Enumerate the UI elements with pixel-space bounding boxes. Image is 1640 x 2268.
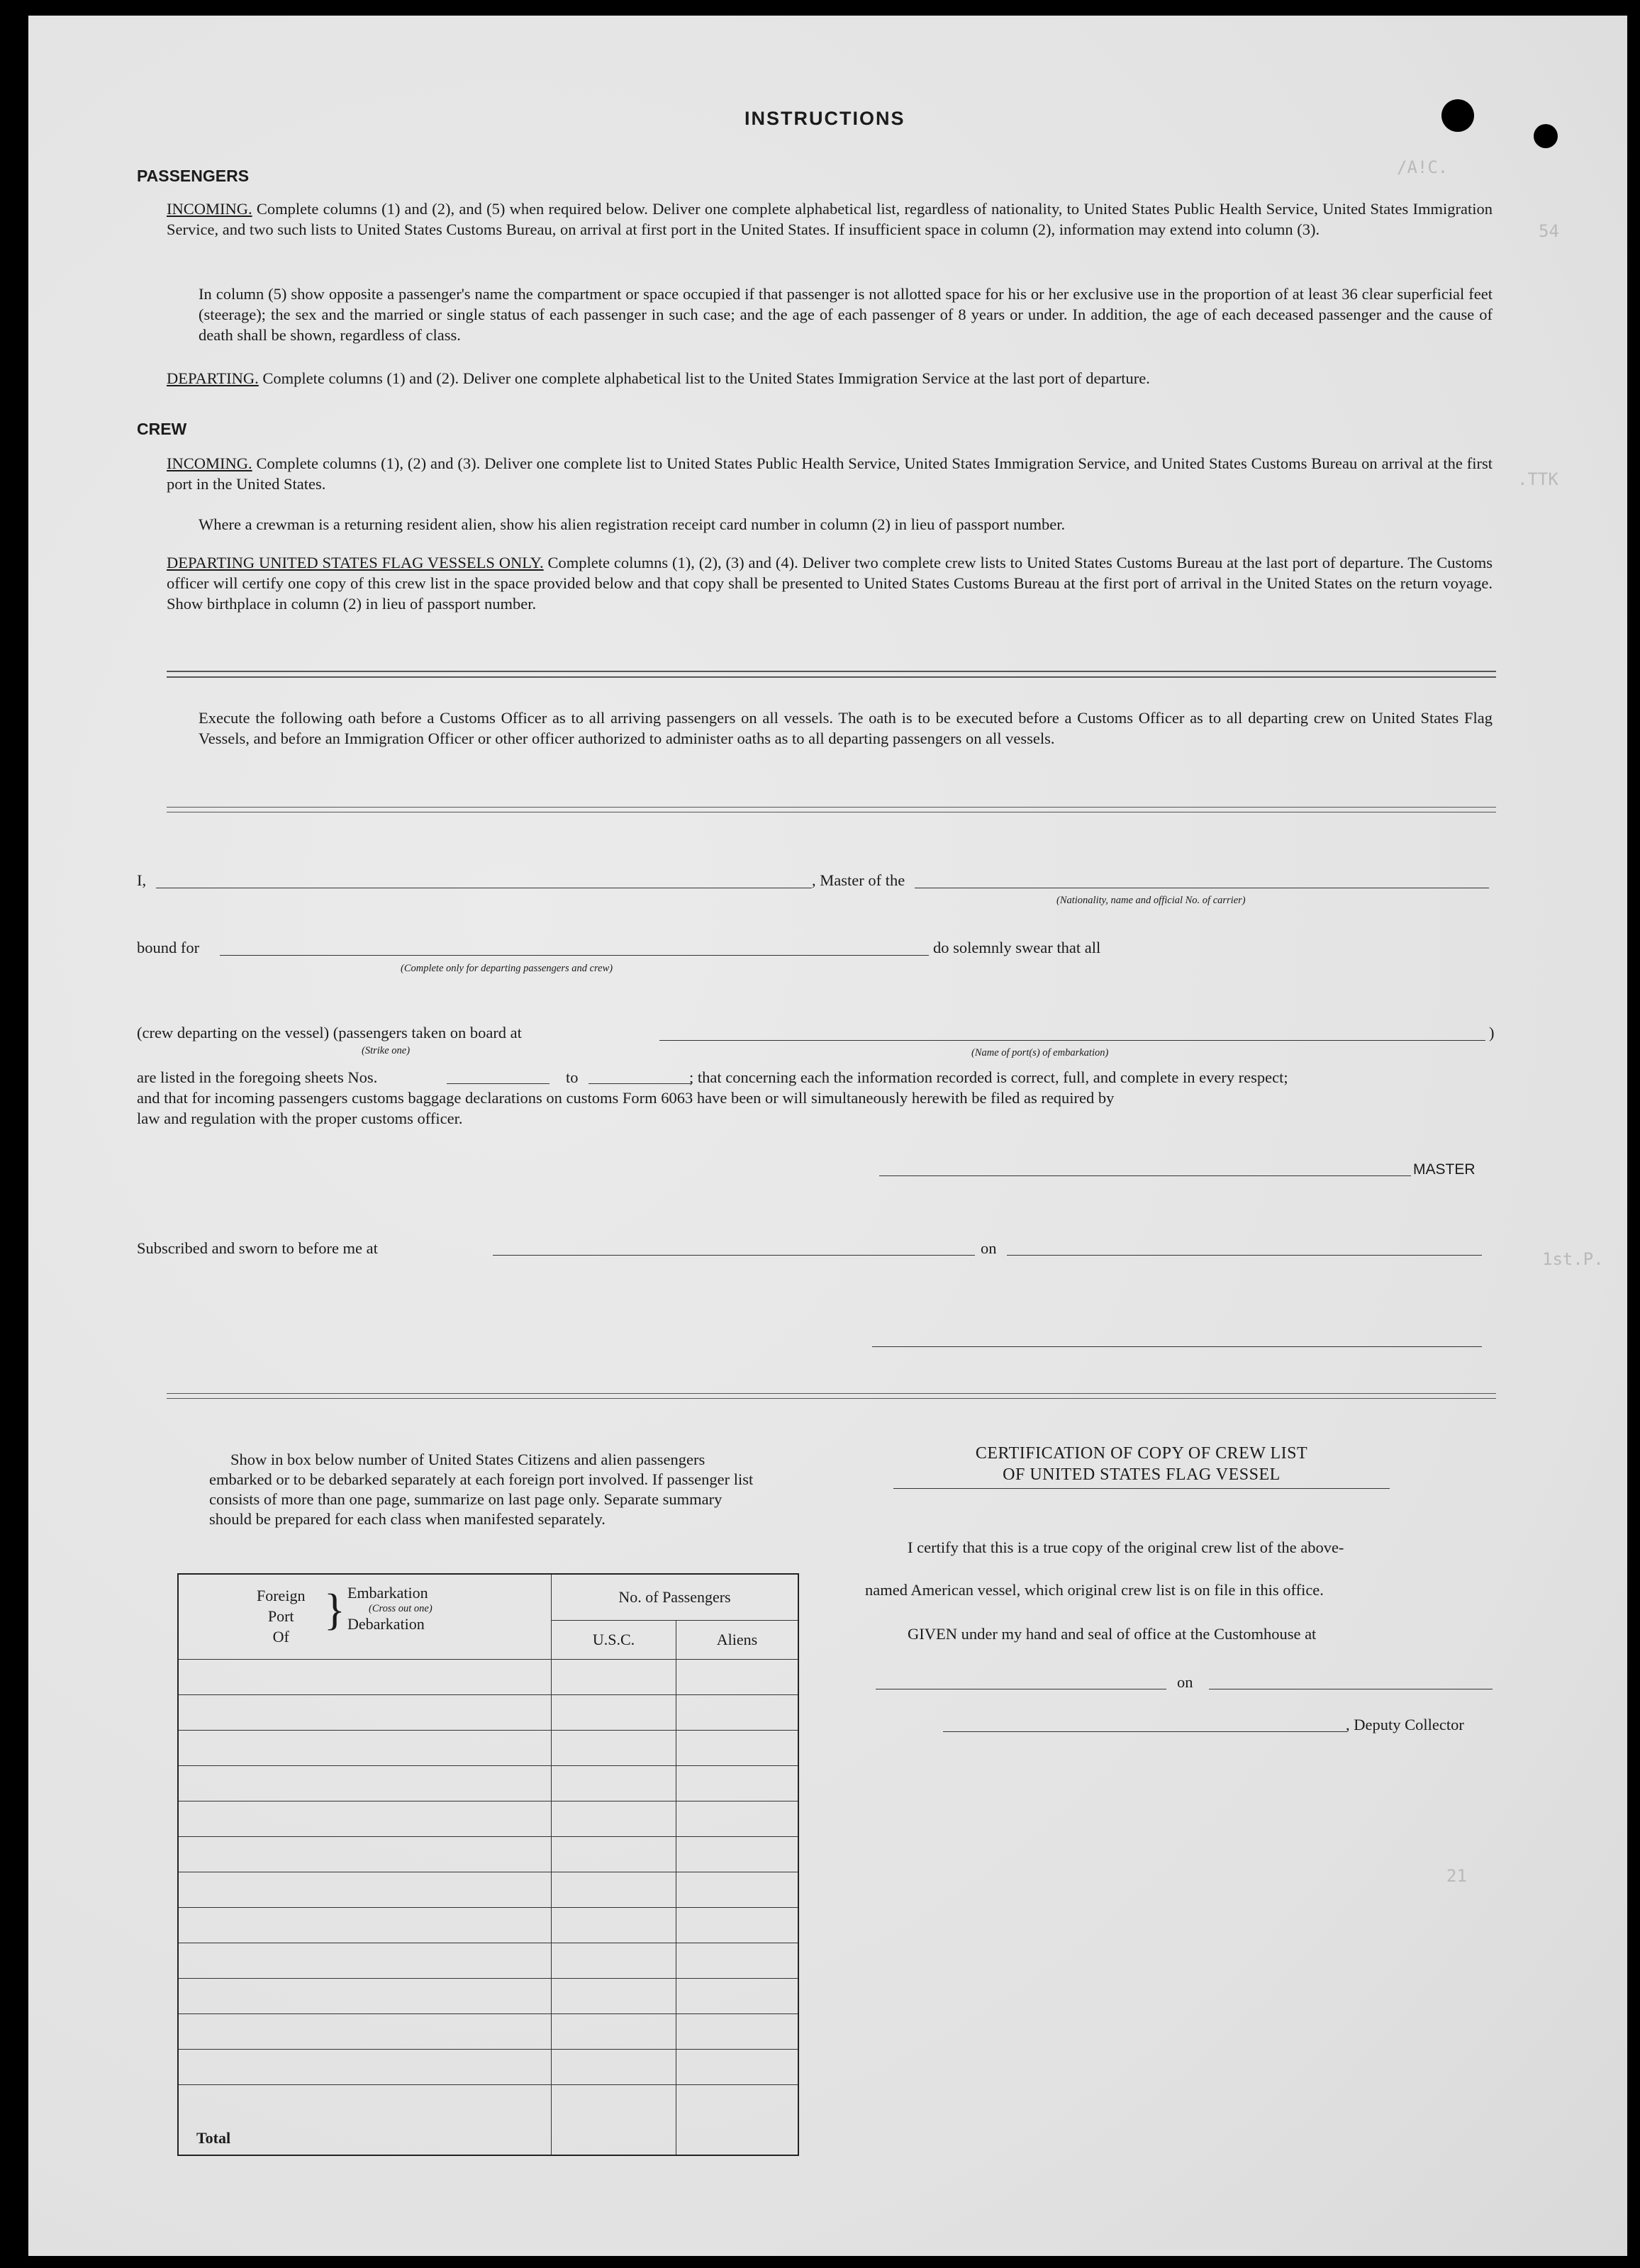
bound-for-caption: (Complete only for departing passengers and crew) bbox=[401, 963, 613, 974]
port-cell[interactable] bbox=[178, 1907, 552, 1943]
usc-cell[interactable] bbox=[552, 1730, 676, 1765]
port-cell[interactable] bbox=[178, 1872, 552, 1907]
oath-line-3: law and regulation with the proper customs officer. bbox=[137, 1110, 463, 1127]
aliens-total-cell[interactable] bbox=[676, 2084, 799, 2155]
punch-hole bbox=[1534, 124, 1558, 148]
usc-cell[interactable] bbox=[552, 1659, 676, 1694]
divider bbox=[167, 676, 1496, 678]
subscribed-label: Subscribed and sworn to before me at bbox=[137, 1239, 378, 1257]
cert-on-label: on bbox=[1177, 1673, 1193, 1691]
debarkation-label: Debarkation bbox=[347, 1615, 425, 1633]
aliens-cell[interactable] bbox=[676, 1659, 799, 1694]
divider bbox=[167, 1398, 1496, 1399]
aliens-cell[interactable] bbox=[676, 1978, 799, 2013]
crew-alien-paragraph: Where a crewman is a returning resident alien, show his alien registration receipt card number in column (2) in lieu of passport number. bbox=[199, 515, 1066, 533]
oath-line-2: and that for incoming passengers customs baggage declarations on customs Form 6063 have been or will simultaneously herewith be filed as required by bbox=[137, 1089, 1115, 1107]
certification-title-1: CERTIFICATION OF COPY OF CREW LIST bbox=[975, 1444, 1308, 1463]
master-signature-field[interactable] bbox=[879, 1175, 1411, 1176]
bleed-through-mark: 54 bbox=[1539, 221, 1559, 241]
close-paren: ) bbox=[1489, 1024, 1495, 1041]
punch-hole bbox=[1441, 99, 1474, 132]
crew-departing-label: DEPARTING UNITED STATES FLAG VESSELS ONLY. bbox=[167, 554, 544, 571]
port-cell[interactable] bbox=[178, 1659, 552, 1694]
bleed-through-mark: /A!C. bbox=[1397, 157, 1449, 177]
passenger-summary-table bbox=[177, 1573, 799, 2156]
aliens-cell[interactable] bbox=[676, 1765, 799, 1801]
crew-departing-text-line: (crew departing on the vessel) (passengers taken on board at bbox=[137, 1024, 522, 1041]
aliens-cell[interactable] bbox=[676, 1872, 799, 1907]
sheet-from-field[interactable] bbox=[447, 1083, 550, 1084]
swear-text: do solemnly swear that all bbox=[933, 939, 1101, 956]
crew-departing-paragraph bbox=[167, 552, 1493, 614]
sworn-place-field[interactable] bbox=[493, 1255, 975, 1256]
ports-caption: (Name of port(s) of embarkation) bbox=[971, 1047, 1109, 1058]
divider bbox=[167, 671, 1496, 672]
passengers-departing-text: Complete columns (1) and (2). Deliver one complete alphabetical list to the United States Immigration Service at the last port of departure. bbox=[262, 369, 1150, 387]
usc-header: U.S.C. bbox=[552, 1620, 676, 1659]
port-header-cell bbox=[178, 1574, 552, 1659]
to-label: to bbox=[566, 1068, 579, 1086]
sheet-to-field[interactable] bbox=[588, 1083, 691, 1084]
deputy-collector-label: , Deputy Collector bbox=[1346, 1716, 1464, 1733]
summary-note: Show in box below number of United States Citizens and alien passengers embarked or to be debarked separately at each foreign port involved. If passenger list consists of more than one page, summarize on last page only. Separate summary should be prepared for each class when manifested separately. bbox=[209, 1451, 754, 1528]
usc-cell[interactable] bbox=[552, 1907, 676, 1943]
usc-cell[interactable] bbox=[552, 1694, 676, 1730]
divider bbox=[167, 1393, 1496, 1394]
certification-text-2: named American vessel, which original crew list is on file in this office. bbox=[865, 1581, 1324, 1599]
usc-total-cell[interactable] bbox=[552, 2084, 676, 2155]
port-cell[interactable] bbox=[178, 1943, 552, 1978]
officer-signature-field[interactable] bbox=[872, 1346, 1482, 1347]
bound-for-label: bound for bbox=[137, 939, 200, 956]
crew-heading: CREW bbox=[137, 420, 187, 438]
port-cell[interactable] bbox=[178, 1730, 552, 1765]
usc-cell[interactable] bbox=[552, 2013, 676, 2049]
sworn-on-label: on bbox=[981, 1239, 997, 1257]
certification-text-1: I certify that this is a true copy of the original crew list of the above- bbox=[908, 1538, 1344, 1556]
bleed-through-mark: 1st.P. bbox=[1542, 1249, 1604, 1269]
given-text: GIVEN under my hand and seal of office at the Customhouse at bbox=[908, 1625, 1317, 1643]
port-cell[interactable] bbox=[178, 1978, 552, 2013]
no-passengers-header: No. of Passengers bbox=[552, 1574, 799, 1620]
port-label: Port bbox=[267, 1607, 294, 1625]
oath-intro: Execute the following oath before a Customs Officer as to all arriving passengers on all vessels. The oath is to be executed before a Customs Officer as to all departing crew on United States Flag Vessels, and before an Immigration Officer or other officer authorized to administer oaths as to all departing passengers on all vessels. bbox=[199, 709, 1493, 747]
port-cell[interactable] bbox=[178, 1836, 552, 1872]
aliens-cell[interactable] bbox=[676, 1907, 799, 1943]
port-cell[interactable] bbox=[178, 1801, 552, 1836]
certification-title-underline bbox=[893, 1488, 1390, 1489]
port-cell[interactable] bbox=[178, 1694, 552, 1730]
embarkation-ports-field[interactable] bbox=[659, 1040, 1485, 1041]
aliens-header: Aliens bbox=[676, 1620, 799, 1659]
master-label: MASTER bbox=[1413, 1161, 1476, 1178]
port-header-label bbox=[257, 1585, 305, 1647]
divider bbox=[167, 807, 1496, 808]
usc-cell[interactable] bbox=[552, 1872, 676, 1907]
aliens-cell[interactable] bbox=[676, 2013, 799, 2049]
of-label: Of bbox=[272, 1628, 289, 1646]
passengers-heading: PASSENGERS bbox=[137, 167, 250, 185]
aliens-cell[interactable] bbox=[676, 1943, 799, 1978]
certification-title-2: OF UNITED STATES FLAG VESSEL bbox=[1003, 1465, 1281, 1484]
aliens-cell[interactable] bbox=[676, 1801, 799, 1836]
usc-cell[interactable] bbox=[552, 1801, 676, 1836]
crew-incoming-label: INCOMING. bbox=[167, 454, 252, 472]
brace: } bbox=[324, 1586, 345, 1634]
usc-cell[interactable] bbox=[552, 1765, 676, 1801]
usc-cell[interactable] bbox=[552, 1836, 676, 1872]
embarkation-label: Embarkation bbox=[347, 1584, 428, 1602]
passengers-column5-paragraph: In column (5) show opposite a passenger's name the compartment or space occupied if that passenger is not allotted space for his or her exclusive use in the proportion of at least 36 clear superficial feet (steerage); the sex and the married or single status of each passenger in such case; and the age of each passenger of 8 years or under. In addition, the age of each deceased passenger and the cause of death shall be shown, regardless of class. bbox=[199, 285, 1493, 344]
crew-departing-text: Complete columns (1), (2), (3) and (4). Deliver two complete crew lists to United States Customs Bureau at the last port of departure. The Customs officer will certify one copy of this crew list in the space provided below and that copy shall be presented to United States Customs Bureau at the first port of arrival in the United States on the return voyage. Show birthplace in column (2) in lieu of passport number. bbox=[167, 554, 1493, 613]
passengers-departing-label: DEPARTING. bbox=[167, 369, 259, 387]
sworn-date-field[interactable] bbox=[1007, 1255, 1482, 1256]
document-page bbox=[28, 16, 1627, 2256]
passengers-incoming-paragraph bbox=[167, 199, 1493, 240]
foreign-label: Foreign bbox=[257, 1587, 306, 1604]
passengers-incoming-label: INCOMING. bbox=[167, 200, 252, 218]
port-cell[interactable] bbox=[178, 1765, 552, 1801]
carrier-caption: (Nationality, name and official No. of carrier) bbox=[1056, 895, 1246, 906]
total-label: Total bbox=[178, 2084, 552, 2155]
deputy-signature-field[interactable] bbox=[943, 1731, 1347, 1732]
usc-cell[interactable] bbox=[552, 1943, 676, 1978]
concerning-text: ; that concerning each the information recorded is correct, full, and complete in every respect; bbox=[689, 1068, 1288, 1086]
embark-debark-label bbox=[347, 1585, 433, 1632]
usc-cell[interactable] bbox=[552, 1978, 676, 2013]
page-title: INSTRUCTIONS bbox=[744, 108, 905, 129]
aliens-cell[interactable] bbox=[676, 1836, 799, 1872]
passengers-incoming-text: Complete columns (1) and (2), and (5) when required below. Deliver one complete alphabetical list, regardless of nationality, to United States Public Health Service, United States Immigration Service, and two such lists to United States Customs Bureau, on arrival at first port in the United States. If insufficient space in column (2), information may extend into column (3). bbox=[167, 200, 1493, 238]
usc-cell[interactable] bbox=[552, 2049, 676, 2084]
bound-for-field[interactable] bbox=[220, 955, 929, 956]
crew-incoming-text: Complete columns (1), (2) and (3). Deliver one complete list to United States Public Health Service, United States Immigration Service, and United States Customs Bureau on arrival at the first port in the United States. bbox=[167, 454, 1493, 493]
aliens-cell[interactable] bbox=[676, 1730, 799, 1765]
master-of-label: , Master of the bbox=[812, 871, 905, 889]
port-cell[interactable] bbox=[178, 2013, 552, 2049]
aliens-cell[interactable] bbox=[676, 2049, 799, 2084]
sheets-label: are listed in the foregoing sheets Nos. bbox=[137, 1068, 378, 1086]
crew-incoming-paragraph bbox=[167, 453, 1493, 494]
bleed-through-mark: 21 bbox=[1446, 1866, 1467, 1886]
bleed-through-mark: .TTK bbox=[1517, 469, 1558, 489]
cross-out-label: (Cross out one) bbox=[369, 1603, 433, 1614]
aliens-cell[interactable] bbox=[676, 1694, 799, 1730]
oath-i-label: I, bbox=[137, 871, 147, 889]
strike-one-caption: (Strike one) bbox=[362, 1045, 411, 1056]
passengers-departing-paragraph bbox=[167, 368, 1493, 389]
port-cell[interactable] bbox=[178, 2049, 552, 2084]
